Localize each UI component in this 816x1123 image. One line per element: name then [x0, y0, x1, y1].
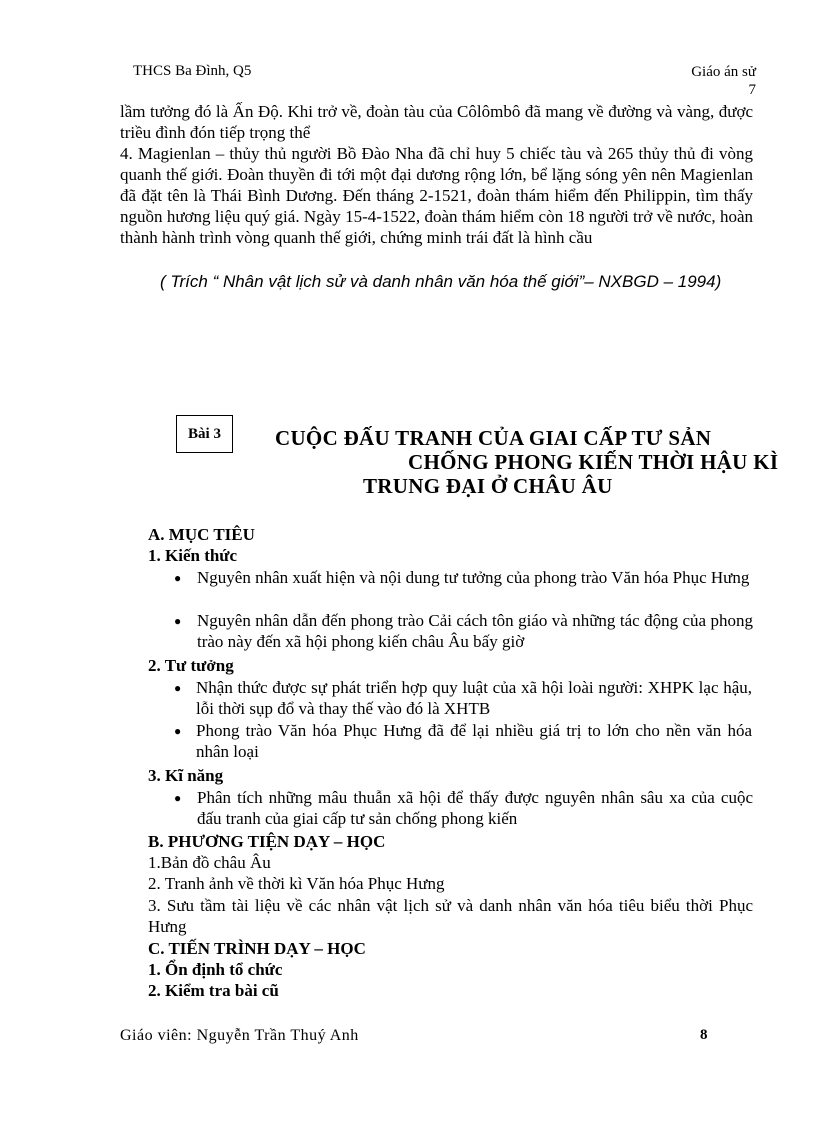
citation: ( Trích “ Nhân vật lịch sử và danh nhân văn hóa thế giới”– NXBGD – 1994) [160, 272, 722, 291]
section-c-heading: C. TIẾN TRÌNH DẠY – HỌC [148, 939, 366, 958]
skills-heading: 3. Kĩ năng [148, 766, 224, 785]
knowledge-item: Nguyên nhân dẫn đến phong trào Cải cách tôn giáo và những tác động của phong trào này đến xã hội phong kiến châu Âu bấy giờ [197, 611, 753, 651]
section-c-item: 2. Kiểm tra bài cũ [148, 981, 279, 1000]
lesson-title-line-1: CUỘC ĐẤU TRANH CỦA GIAI CẤP TƯ SẢN [275, 426, 712, 450]
lesson-title-line-2: CHỐNG PHONG KIẾN THỜI HẬU KÌ [408, 450, 779, 474]
lesson-label-box [176, 415, 233, 453]
header-school: THCS Ba Đình, Q5 [133, 63, 252, 79]
intro-paragraph: lầm tưởng đó là Ấn Độ. Khi trở về, đoàn tàu của Côlômbô đã mang về đường và vàng, được triều đình đón tiếp trọng thể [120, 102, 753, 142]
knowledge-item: Nguyên nhân xuất hiện và nội dung tư tưởng của phong trào Văn hóa Phục Hưng [197, 568, 750, 587]
section-b-item: 3. Sưu tầm tài liệu về các nhân vật lịch sử và danh nhân văn hóa tiêu biểu thời Phục Hưng [148, 896, 753, 936]
section-b-item: 1.Bản đồ châu Âu [148, 853, 271, 872]
section-c-item: 1. Ổn định tổ chức [148, 960, 283, 979]
bullet-icon: ● [174, 791, 182, 805]
header-grade: 7 [748, 82, 756, 98]
bullet-icon: ● [174, 571, 182, 585]
intro-paragraph: 4. Magienlan – thủy thủ người Bồ Đào Nha đã chỉ huy 5 chiếc tàu và 265 thủy thủ đi vòng quanh thế giới. Đoàn thuyền đi tới một đại dương rộng lớn, bể lặng sóng yên nên Magienlan đã đặt tên là Thái Bình Dương. Đến tháng 2-1521, đoàn thám hiểm đến Philippin, tìm thấy nguồn hương liệu quý giá. Ngày 15-4-1522, đoàn thám hiểm còn 18 người trở về nước, hoàn thành hành trình vòng quanh thế giới, chứng minh trái đất là hình cầu [120, 144, 753, 247]
bullet-icon: ● [174, 681, 182, 695]
footer-teacher: Giáo viên: Nguyễn Trần Thuý Anh [120, 1027, 359, 1044]
header-doc-type-label: Giáo án sử [691, 64, 756, 80]
bullet-icon: ● [174, 724, 182, 738]
lesson-label: Bài 3 [188, 425, 221, 442]
bullet-icon: ● [174, 614, 182, 628]
thought-heading: 2. Tư tưởng [148, 656, 234, 675]
section-a-heading: A. MỤC TIÊU [148, 525, 255, 544]
thought-item: Phong trào Văn hóa Phục Hưng đã để lại nhiều giá trị to lớn cho nền văn hóa nhân loại [196, 721, 752, 761]
section-b-heading: B. PHƯƠNG TIỆN DẠY – HỌC [148, 832, 386, 851]
knowledge-heading: 1. Kiến thức [148, 546, 238, 565]
header-doc-type [676, 63, 756, 99]
thought-item: Nhận thức được sự phát triển hợp quy luật của xã hội loài người: XHPK lạc hậu, lỗi thời sụp đổ và thay thế vào đó là XHTB [196, 678, 752, 718]
lesson-title-line-3: TRUNG ĐẠI Ở CHÂU ÂU [363, 474, 613, 498]
intro-text [120, 101, 753, 248]
page-number: 8 [700, 1027, 708, 1043]
section-b-item: 2. Tranh ảnh về thời kì Văn hóa Phục Hưng [148, 874, 445, 893]
skills-item: Phân tích những mâu thuẫn xã hội để thấy được nguyên nhân sâu xa của cuộc đấu tranh của giai cấp tư sản chống phong kiến [197, 788, 753, 828]
